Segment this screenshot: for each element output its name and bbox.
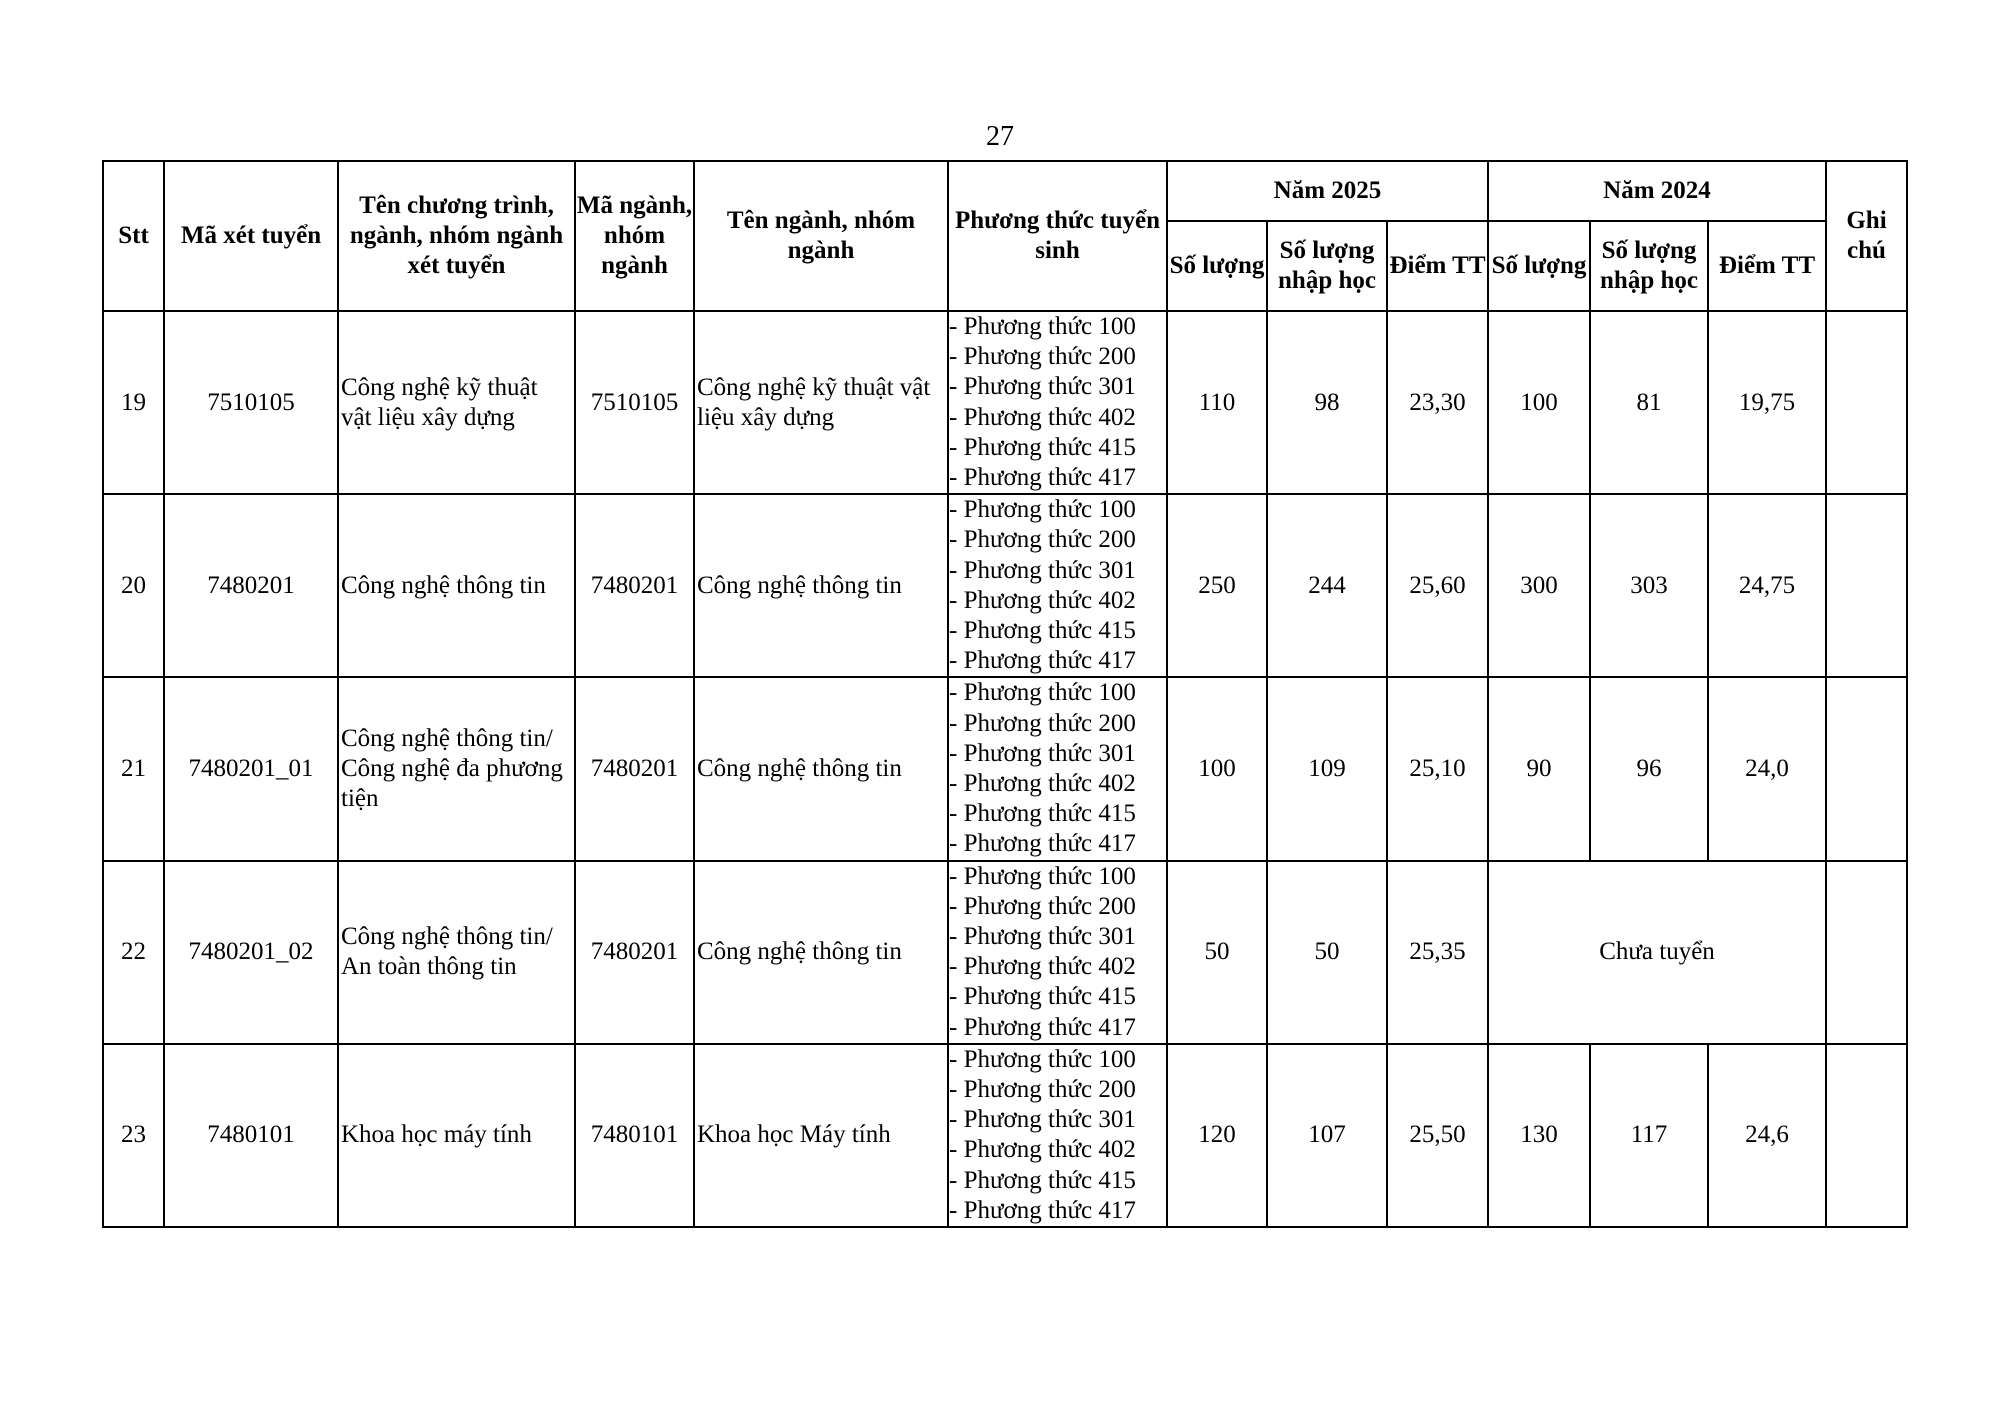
cell-ma-xet-tuyen: 7480201 <box>164 494 338 677</box>
cell-so-luong-2025: 110 <box>1167 311 1267 494</box>
cell-so-luong-2024: 130 <box>1488 1044 1590 1227</box>
cell-ma-xet-tuyen: 7480201_02 <box>164 861 338 1044</box>
method-item: - Phương thức 402 <box>949 953 1136 981</box>
cell-ten-nganh: Công nghệ thông tin <box>694 861 948 1044</box>
method-item: - Phương thức 415 <box>949 983 1136 1011</box>
table-row <box>103 494 1907 677</box>
cell-so-luong-2025: 50 <box>1167 861 1267 1044</box>
method-item: - Phương thức 402 <box>949 403 1136 431</box>
cell-ten-nganh: Công nghệ kỹ thuật vật liệu xây dựng <box>694 311 948 494</box>
header-nam-2025: Năm 2025 <box>1167 161 1488 221</box>
header-so-luong-2024: Số lượng <box>1488 221 1590 311</box>
method-item: - Phương thức 100 <box>949 1045 1136 1073</box>
method-item: - Phương thức 200 <box>949 1076 1136 1104</box>
cell-nhap-hoc-2025: 98 <box>1267 311 1387 494</box>
table-row <box>103 677 1907 860</box>
header-so-luong-2025: Số lượng <box>1167 221 1267 311</box>
method-item: - Phương thức 415 <box>949 1166 1136 1194</box>
method-item: - Phương thức 417 <box>949 830 1136 858</box>
cell-ten-chuong-trinh: Công nghệ thông tin/ An toàn thông tin <box>338 861 575 1044</box>
method-item: - Phương thức 417 <box>949 1196 1136 1224</box>
cell-phuong-thuc <box>948 861 1167 1044</box>
method-item: - Phương thức 415 <box>949 800 1136 828</box>
header-ten-chuong-trinh: Tên chương trình, ngành, nhóm ngành xét tuyển <box>338 161 575 311</box>
method-item: - Phương thức 301 <box>949 373 1136 401</box>
cell-ten-nganh: Công nghệ thông tin <box>694 677 948 860</box>
cell-nhap-hoc-2024: 303 <box>1590 494 1708 677</box>
cell-so-luong-2025: 250 <box>1167 494 1267 677</box>
cell-ma-nganh: 7480201 <box>575 494 694 677</box>
method-item: - Phương thức 301 <box>949 1106 1136 1134</box>
method-item: - Phương thức 415 <box>949 617 1136 645</box>
method-item: - Phương thức 200 <box>949 892 1136 920</box>
cell-stt: 20 <box>103 494 164 677</box>
cell-stt: 19 <box>103 311 164 494</box>
header-ten-nganh: Tên ngành, nhóm ngành <box>694 161 948 311</box>
cell-ghi-chu <box>1826 1044 1907 1227</box>
cell-stt: 22 <box>103 861 164 1044</box>
cell-diem-tt-2025: 23,30 <box>1387 311 1488 494</box>
cell-ma-xet-tuyen: 7510105 <box>164 311 338 494</box>
cell-ten-chuong-trinh: Công nghệ thông tin/ Công nghệ đa phương tiện <box>338 677 575 860</box>
cell-so-luong-2025: 120 <box>1167 1044 1267 1227</box>
cell-diem-tt-2025: 25,10 <box>1387 677 1488 860</box>
header-ma-nganh: Mã ngành, nhóm ngành <box>575 161 694 311</box>
cell-ma-nganh: 7480201 <box>575 861 694 1044</box>
cell-ghi-chu <box>1826 861 1907 1044</box>
cell-nhap-hoc-2025: 107 <box>1267 1044 1387 1227</box>
cell-ma-xet-tuyen: 7480101 <box>164 1044 338 1227</box>
method-item: - Phương thức 200 <box>949 526 1136 554</box>
cell-phuong-thuc <box>948 1044 1167 1227</box>
method-item: - Phương thức 100 <box>949 862 1136 890</box>
method-item: - Phương thức 402 <box>949 586 1136 614</box>
cell-nhap-hoc-2024: 96 <box>1590 677 1708 860</box>
method-item: - Phương thức 301 <box>949 556 1136 584</box>
cell-ma-xet-tuyen: 7480201_01 <box>164 677 338 860</box>
header-nhap-hoc-2025: Số lượng nhập học <box>1267 221 1387 311</box>
cell-ten-nganh: Khoa học Máy tính <box>694 1044 948 1227</box>
cell-diem-tt-2024: 19,75 <box>1708 311 1826 494</box>
header-row-top <box>103 161 1907 221</box>
cell-diem-tt-2025: 25,35 <box>1387 861 1488 1044</box>
cell-ten-nganh: Công nghệ thông tin <box>694 494 948 677</box>
cell-ten-chuong-trinh: Công nghệ thông tin <box>338 494 575 677</box>
header-diem-tt-2025: Điểm TT <box>1387 221 1488 311</box>
header-nam-2024: Năm 2024 <box>1488 161 1826 221</box>
method-item: - Phương thức 100 <box>949 679 1136 707</box>
cell-so-luong-2024: 300 <box>1488 494 1590 677</box>
method-item: - Phương thức 402 <box>949 1136 1136 1164</box>
cell-ma-nganh: 7480201 <box>575 677 694 860</box>
cell-status-2024: Chưa tuyển <box>1488 861 1826 1044</box>
table-row <box>103 861 1907 1044</box>
cell-phuong-thuc <box>948 494 1167 677</box>
method-item: - Phương thức 417 <box>949 1013 1136 1041</box>
method-item: - Phương thức 417 <box>949 647 1136 675</box>
cell-ghi-chu <box>1826 494 1907 677</box>
method-item: - Phương thức 200 <box>949 709 1136 737</box>
method-item: - Phương thức 417 <box>949 464 1136 492</box>
cell-phuong-thuc <box>948 677 1167 860</box>
cell-diem-tt-2025: 25,60 <box>1387 494 1488 677</box>
cell-ten-chuong-trinh: Khoa học máy tính <box>338 1044 575 1227</box>
cell-ghi-chu <box>1826 677 1907 860</box>
method-item: - Phương thức 301 <box>949 739 1136 767</box>
cell-so-luong-2025: 100 <box>1167 677 1267 860</box>
cell-stt: 21 <box>103 677 164 860</box>
cell-ma-nganh: 7480101 <box>575 1044 694 1227</box>
cell-nhap-hoc-2024: 81 <box>1590 311 1708 494</box>
header-stt: Stt <box>103 161 164 311</box>
cell-nhap-hoc-2025: 244 <box>1267 494 1387 677</box>
header-ghi-chu: Ghi chú <box>1826 161 1907 311</box>
method-item: - Phương thức 415 <box>949 433 1136 461</box>
table-row <box>103 1044 1907 1227</box>
cell-so-luong-2024: 100 <box>1488 311 1590 494</box>
page-number: 27 <box>986 121 1014 152</box>
cell-nhap-hoc-2025: 109 <box>1267 677 1387 860</box>
cell-diem-tt-2024: 24,6 <box>1708 1044 1826 1227</box>
cell-so-luong-2024: 90 <box>1488 677 1590 860</box>
method-item: - Phương thức 301 <box>949 923 1136 951</box>
method-item: - Phương thức 100 <box>949 313 1136 340</box>
cell-phuong-thuc <box>948 311 1167 494</box>
method-item: - Phương thức 100 <box>949 496 1136 524</box>
header-nhap-hoc-2024: Số lượng nhập học <box>1590 221 1708 311</box>
cell-diem-tt-2024: 24,75 <box>1708 494 1826 677</box>
cell-diem-tt-2024: 24,0 <box>1708 677 1826 860</box>
method-item: - Phương thức 402 <box>949 770 1136 798</box>
cell-ma-nganh: 7510105 <box>575 311 694 494</box>
cell-nhap-hoc-2025: 50 <box>1267 861 1387 1044</box>
method-item: - Phương thức 200 <box>949 343 1136 371</box>
cell-nhap-hoc-2024: 117 <box>1590 1044 1708 1227</box>
cell-stt: 23 <box>103 1044 164 1227</box>
header-diem-tt-2024: Điểm TT <box>1708 221 1826 311</box>
cell-ten-chuong-trinh: Công nghệ kỹ thuật vật liệu xây dựng <box>338 311 575 494</box>
admissions-table <box>102 160 1908 1228</box>
table-row <box>103 311 1907 494</box>
cell-ghi-chu <box>1826 311 1907 494</box>
header-ma-xet-tuyen: Mã xét tuyển <box>164 161 338 311</box>
header-phuong-thuc: Phương thức tuyển sinh <box>948 161 1167 311</box>
cell-diem-tt-2025: 25,50 <box>1387 1044 1488 1227</box>
